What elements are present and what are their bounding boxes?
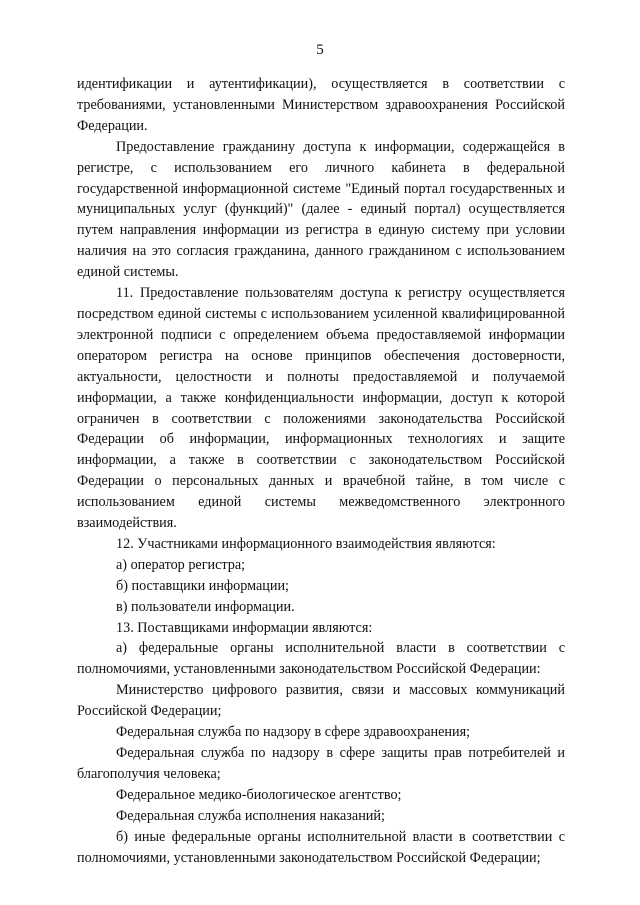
page-number: 5 xyxy=(316,42,324,58)
list-item: Федеральное медико-биологическое агентство; xyxy=(116,786,402,803)
paragraph: 12. Участниками информационного взаимодействия являются: xyxy=(116,535,496,552)
list-item: б) поставщики информации; xyxy=(116,577,289,594)
list-item: а) оператор регистра; xyxy=(116,556,246,573)
list-item: Министерство цифрового развития, связи и массовых коммуникаций Российской Федерации; xyxy=(77,682,565,720)
list-item: в) пользователи информации. xyxy=(116,598,295,615)
list-item: Федеральная служба по надзору в сфере здравоохранения; xyxy=(116,724,471,741)
list-item: Федеральная служба исполнения наказаний; xyxy=(116,807,385,824)
paragraph: Предоставление гражданину доступа к информации, содержащейся в регистре, с использованием его личного кабинета в федеральной государственной информационной системе "Единый портал государственных и муниципальных услуг (функций)" (далее - единый портал) осуществляется путем направления информации из регистра в единую систему при условии наличия на это согласия гражданина, данного гражданином с использованием единой системы. xyxy=(77,138,565,281)
paragraph: 13. Поставщиками информации являются: xyxy=(116,619,373,636)
paragraph: идентификации и аутентификации), осуществляется в соответствии с требованиями, установленными Министерством здравоохранения Российской Федерации. xyxy=(77,76,565,134)
document-body xyxy=(77,74,565,868)
paragraph: 11. Предоставление пользователям доступа к регистру осуществляется посредством единой системы с использованием усиленной квалифицированной электронной подписи с определением объема предоставляемой информации оператором регистра на основе принципов обеспечения достоверности, актуальности, целостности и полноты предоставляемой и получаемой информации, а также конфиденциальности информации, доступ к которой ограничен в соответствии с положениями законодательства Российской Федерации об информации, информационных технологиях и защите информации, а также в соответствии с законодательством Российской Федерации о персональных данных и врачебной тайне, в том числе с использованием единой системы межведомственного электронного взаимодействия. xyxy=(77,285,565,532)
list-item: Федеральная служба по надзору в сфере защиты прав потребителей и благополучия человека; xyxy=(77,745,565,782)
list-item: а) федеральные органы исполнительной власти в соответствии с полномочиями, установленными законодательством Российской Федерации: xyxy=(77,640,565,678)
list-item: б) иные федеральные органы исполнительной власти в соответствии с полномочиями, установленными законодательством Российской Федерации; xyxy=(77,828,565,866)
